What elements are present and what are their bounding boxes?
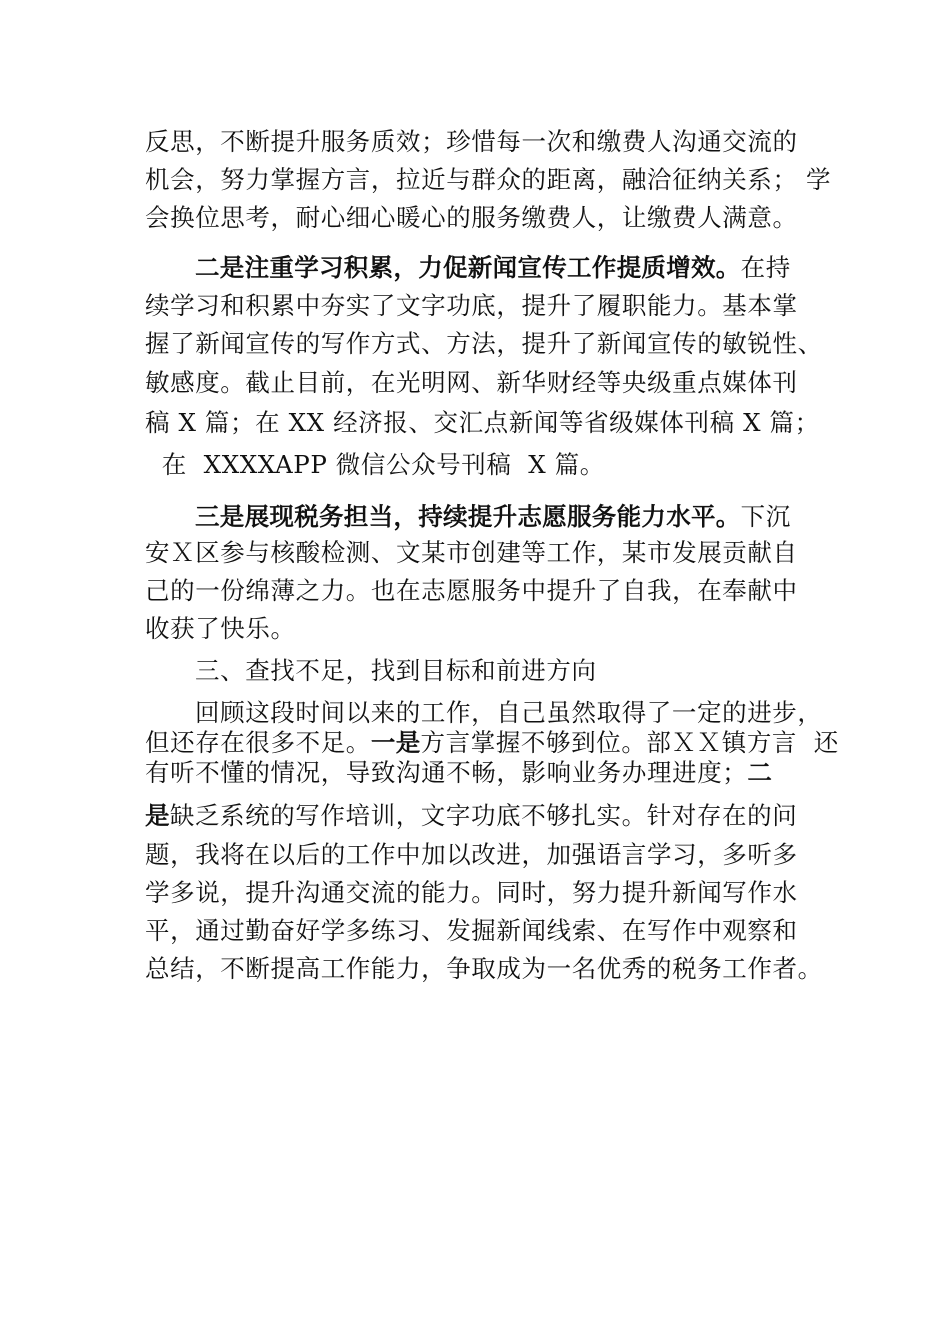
text-line: 稿 X 篇；在 XX 经济报、交汇点新闻等省级媒体刊稿 X 篇； [145,408,820,437]
text-run: 但还存在很多不足。 [145,728,371,757]
text-line: 续学习和积累中夯实了文字功底，提升了履职能力。基本掌 [145,291,798,320]
text-run: 下沉 [740,502,791,531]
text-line: 学多说，提升沟通交流的能力。同时，努力提升新闻写作水 [145,878,798,907]
text-run: 缺乏系统的写作培训，文字功底不够扎实。针对存在的问 [169,801,798,830]
paragraph-heading-line [195,502,791,532]
bold-heading: 二是注重学习积累，力促新闻宣传工作提质增效。 [195,253,741,282]
text-line: 回顾这段时间以来的工作，自己虽然取得了一定的进步， [195,698,823,727]
text-line [145,801,797,831]
text-run: 有听不懂的情况，导致沟通不畅，影响业务办理进度； [145,758,748,787]
text-line: 会换位思考，耐心细心暖心的服务缴费人，让缴费人满意。 [145,203,798,232]
text-line: 敏感度。截止目前，在光明网、新华财经等央级重点媒体刊 [145,368,798,397]
text-line: 握了新闻宣传的写作方式、方法，提升了新闻宣传的敏锐性、 [145,329,823,358]
text-line: 己的一份绵薄之力。也在志愿服务中提升了自我，在奉献中 [145,576,798,605]
paragraph-heading-line [195,253,791,283]
bold-marker: 一是 [370,728,421,757]
text-line: 平，通过勤奋好学多练习、发掘新闻线索、在写作中观察和 [145,916,798,945]
text-line: 在 XXXXAPP 微信公众号刊稿 X 篇。 [145,450,605,479]
text-line: 安Ｘ区参与核酸检测、文某市创建等工作，某市发展贡献自 [145,538,798,567]
text-line [145,758,772,788]
text-run: 方言掌握不够到位。部ＸＸ镇方言 还 [420,728,839,757]
text-line: 总结，不断提高工作能力，争取成为一名优秀的税务工作者。 [145,954,823,983]
text-line: 机会，努力掌握方言，拉近与群众的距离，融洽征纳关系； 学 [145,165,832,194]
section-heading: 三、查找不足，找到目标和前进方向 [195,656,597,685]
bold-marker: 二 [747,758,773,787]
text-line [145,728,839,758]
text-line: 反思，不断提升服务质效；珍惜每一次和缴费人沟通交流的 [145,127,798,156]
text-line: 收获了快乐。 [145,614,296,643]
text-run: 在持 [740,253,791,282]
text-line: 题，我将在以后的工作中加以改进，加强语言学习，多听多 [145,840,798,869]
bold-marker: 是 [145,801,170,830]
bold-heading: 三是展现税务担当，持续提升志愿服务能力水平。 [195,502,741,531]
